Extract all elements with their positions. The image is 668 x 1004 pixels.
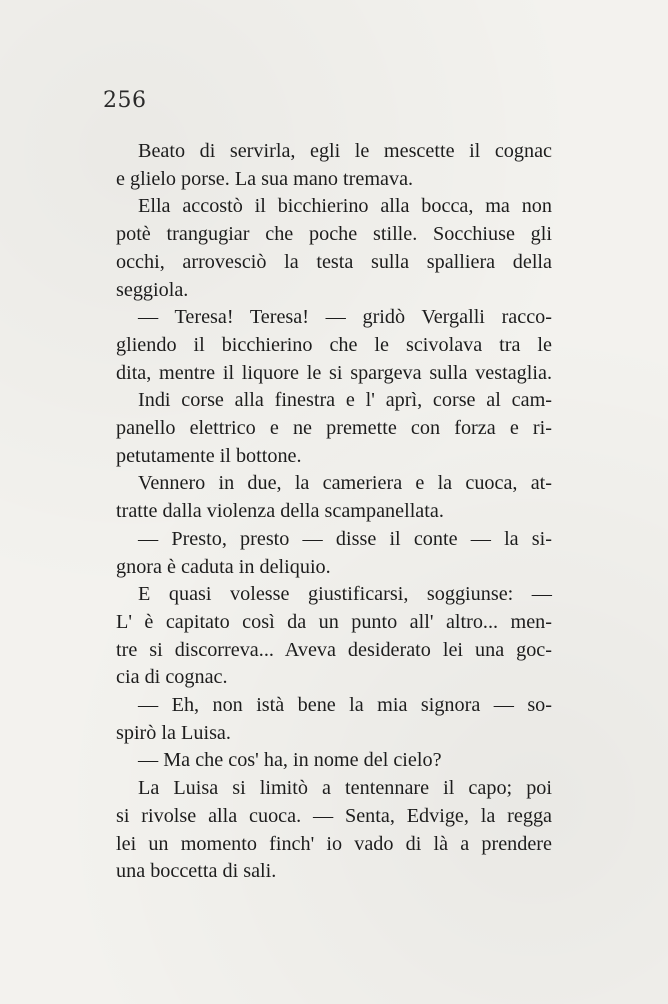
text-line: — Ma che cos' ha, in nome del cielo? [138,749,442,772]
text-line: spirò la Luisa. [116,721,231,744]
text-line: — Eh, non istà bene la mia signora — so- [138,694,552,717]
text-line: E quasi volesse giustificarsi, soggiunse: — [138,583,552,606]
text-line: gliendo il bicchierino che le scivolava tra le [116,333,552,356]
text-line: petutamente il bottone. [116,444,302,467]
text-line: — Presto, presto — disse il conte — la si- [138,527,552,550]
text-line: dita, mentre il liquore le si spargeva sulla vestaglia. [116,361,552,384]
text-line: seggiola. [116,278,189,301]
page-number: 256 [103,88,147,113]
text-line: Ella accostò il bicchierino alla bocca, ma non [138,195,552,218]
text-line: Beato di servirla, egli le mescette il cognac [138,140,552,162]
text-line: Vennero in due, la cameriera e la cuoca, at- [138,472,552,495]
text-line: tratte dalla violenza della scampanellata. [116,500,444,523]
text-line: potè trangugiar che poche stille. Socchiuse gli [116,223,552,246]
text-line: Indi corse alla finestra e l' aprì, corse al cam- [138,389,552,412]
text-line: una boccetta di sali. [116,860,277,883]
text-line: gnora è caduta in deliquio. [116,555,331,578]
text-line: tre si discorreva... Aveva desiderato lei una goc- [116,638,552,661]
text-line: panello elettrico e ne premette con forza e ri- [116,417,552,440]
text-line: occhi, arrovesciò la testa sulla spalliera della [116,250,552,273]
text-line: cia di cognac. [116,666,228,689]
text-line: L' è capitato così da un punto all' altro... men- [116,610,552,633]
text-line: La Luisa si limitò a tentennare il capo; poi [138,777,552,800]
text-line: lei un momento finch' io vado di là a prendere [116,832,552,855]
body-text [116,138,552,886]
text-line: si rivolse alla cuoca. — Senta, Edvige, la regga [116,804,552,827]
text-line: e glielo porse. La sua mano tremava. [116,167,414,190]
text-line: — Teresa! Teresa! — gridò Vergalli racco- [138,306,552,329]
